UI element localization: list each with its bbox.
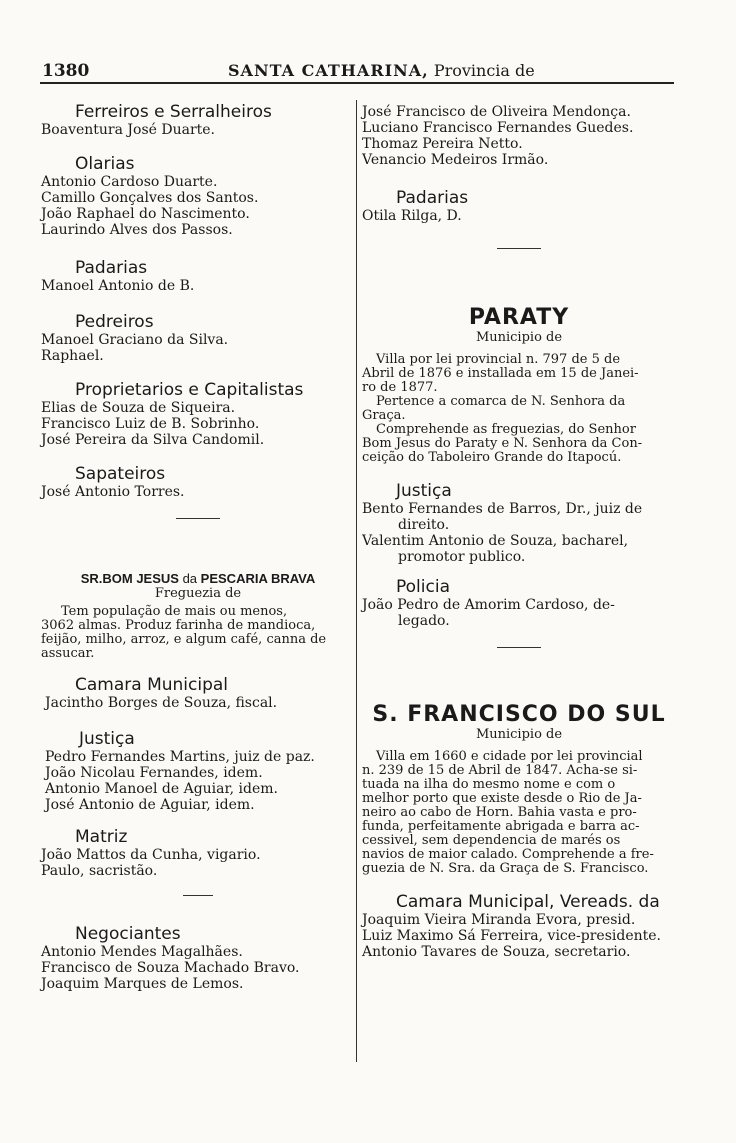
list-item: Otila Rilga, D. (362, 208, 462, 224)
list-item: Joaquim Marques de Lemos. (41, 976, 244, 992)
sfrancisco-title: S. FRANCISCO DO SUL (372, 702, 666, 727)
parish-text: 3062 almas. Produz farinha de mandioca, (41, 618, 316, 633)
list-item: José Antonio Torres. (41, 484, 185, 500)
heading-matriz: Matriz (75, 827, 128, 847)
heading-proprietarios: Proprietarios e Capitalistas (75, 380, 304, 400)
list-item: direito. (398, 517, 450, 533)
list-item: José Antonio de Aguiar, idem. (45, 797, 255, 813)
heading-padarias: Padarias (75, 258, 148, 278)
list-item: João Raphael do Nascimento. (41, 206, 250, 222)
list-item: Francisco de Souza Machado Bravo. (41, 960, 300, 976)
heading-pedreiros: Pedreiros (75, 312, 154, 332)
heading-ferreiros: Ferreiros e Serralheiros (75, 102, 272, 122)
sfrancisco-text: cessivel, sem dependencia de marés os (362, 833, 621, 848)
right-column (362, 100, 676, 960)
paraty-text: Comprehende as freguezias, do Senhor (376, 422, 636, 437)
list-item: Manoel Graciano da Silva. (41, 332, 229, 348)
paraty-text: Bom Jesus do Paraty e N. Senhora da Con- (362, 436, 643, 451)
list-item: Luciano Francisco Fernandes Guedes. (362, 120, 634, 136)
list-item: Antonio Manoel de Aguiar, idem. (45, 781, 279, 797)
list-item: Antonio Cardoso Duarte. (41, 174, 218, 190)
paraty-title: PARATY (468, 305, 570, 330)
list-item: Thomaz Pereira Netto. (362, 136, 523, 152)
header-rule (40, 82, 674, 84)
paraty-text: Graça. (362, 408, 406, 423)
parish-text: Tem população de mais ou menos, (61, 604, 288, 619)
list-item: Laurindo Alves dos Passos. (41, 222, 233, 238)
parish-title: SR.BOM JESUS da PESCARIA BRAVA (80, 571, 316, 586)
running-head-rest: Provincia de (433, 61, 535, 80)
list-item: Luiz Maximo Sá Ferreira, vice-presidente. (362, 928, 662, 944)
list-item: promotor publico. (398, 549, 526, 565)
list-item: Joaquim Vieira Miranda Evora, presid. (362, 912, 636, 928)
paraty-text: Pertence a comarca de N. Senhora da (376, 394, 626, 409)
list-item: legado. (398, 613, 450, 629)
list-item: Bento Fernandes de Barros, Dr., juiz de (362, 501, 643, 517)
list-item: Valentim Antonio de Souza, bacharel, (362, 533, 629, 549)
sfrancisco-text: tuada na ilha do mesmo nome e com o (362, 777, 616, 792)
list-item: Jacintho Borges de Souza, fiscal. (45, 695, 278, 711)
list-item: João Pedro de Amorim Cardoso, de- (362, 597, 615, 613)
sfrancisco-text: n. 239 de 15 de Abril de 1847. Acha-se si- (362, 763, 638, 778)
list-item: Boaventura José Duarte. (41, 122, 216, 138)
running-head (228, 61, 535, 80)
list-item: Venancio Medeiros Irmão. (362, 152, 549, 168)
heading-sapateiros: Sapateiros (75, 464, 166, 484)
heading-policia: Policia (396, 577, 450, 597)
list-item: João Nicolau Fernandes, idem. (45, 765, 263, 781)
list-item: Paulo, sacristão. (41, 863, 158, 879)
paraty-text: ceição do Taboleiro Grande do Itapocú. (362, 450, 622, 465)
heading-camara: Camara Municipal (75, 675, 229, 695)
list-item: Francisco Luiz de B. Sobrinho. (41, 416, 260, 432)
list-item: Elias de Souza de Siqueira. (41, 400, 236, 416)
sfrancisco-text: navios de maior calado. Comprehende a fre- (362, 847, 654, 862)
left-column (41, 100, 355, 992)
parish-text: assucar. (41, 646, 95, 661)
page-number: 1380 (42, 61, 90, 81)
sfrancisco-subtitle: Municipio de (475, 727, 563, 742)
heading-padarias: Padarias (396, 188, 469, 208)
parish-subtitle: Freguezia de (154, 586, 242, 601)
column-divider (356, 100, 357, 1062)
sfrancisco-text: guezia de N. Sra. da Graça de S. Francisco. (362, 861, 649, 876)
list-item: Pedro Fernandes Martins, juiz de paz. (45, 749, 315, 765)
list-item: José Pereira da Silva Candomil. (41, 432, 265, 448)
heading-negociantes: Negociantes (75, 924, 181, 944)
list-item: João Mattos da Cunha, vigario. (41, 847, 261, 863)
heading-camara: Camara Municipal, Vereads. da (396, 892, 660, 912)
list-item: Manoel Antonio de B. (41, 278, 195, 294)
sfrancisco-text: funda, perfeitamente abrigada e barra ac- (362, 819, 640, 834)
sfrancisco-text: neiro ao cabo de Horn. Bahia vasta e pro- (362, 805, 637, 820)
heading-olarias: Olarias (75, 154, 135, 174)
list-item: José Francisco de Oliveira Mendonça. (362, 104, 631, 120)
paraty-text: Villa por lei provincial n. 797 de 5 de (376, 352, 621, 367)
paraty-text: ro de 1877. (362, 380, 438, 395)
list-item: Antonio Mendes Magalhães. (41, 944, 243, 960)
list-item: Camillo Gonçalves dos Santos. (41, 190, 259, 206)
heading-justica: Justiça (396, 481, 452, 501)
list-item: Antonio Tavares de Souza, secretario. (362, 944, 631, 960)
paraty-subtitle: Municipio de (475, 330, 563, 345)
running-head-province: SANTA CATHARINA, (228, 61, 429, 80)
heading-justica: Justiça (79, 729, 135, 749)
parish-text: feijão, milho, arroz, e algum café, canna de (41, 632, 327, 647)
sfrancisco-text: melhor porto que existe desde o Rio de Ja- (362, 791, 642, 806)
paraty-text: Abril de 1876 e installada em 15 de Janei- (362, 366, 639, 381)
sfrancisco-text: Villa em 1660 e cidade por lei provincial (376, 749, 643, 764)
list-item: Raphael. (41, 348, 104, 364)
